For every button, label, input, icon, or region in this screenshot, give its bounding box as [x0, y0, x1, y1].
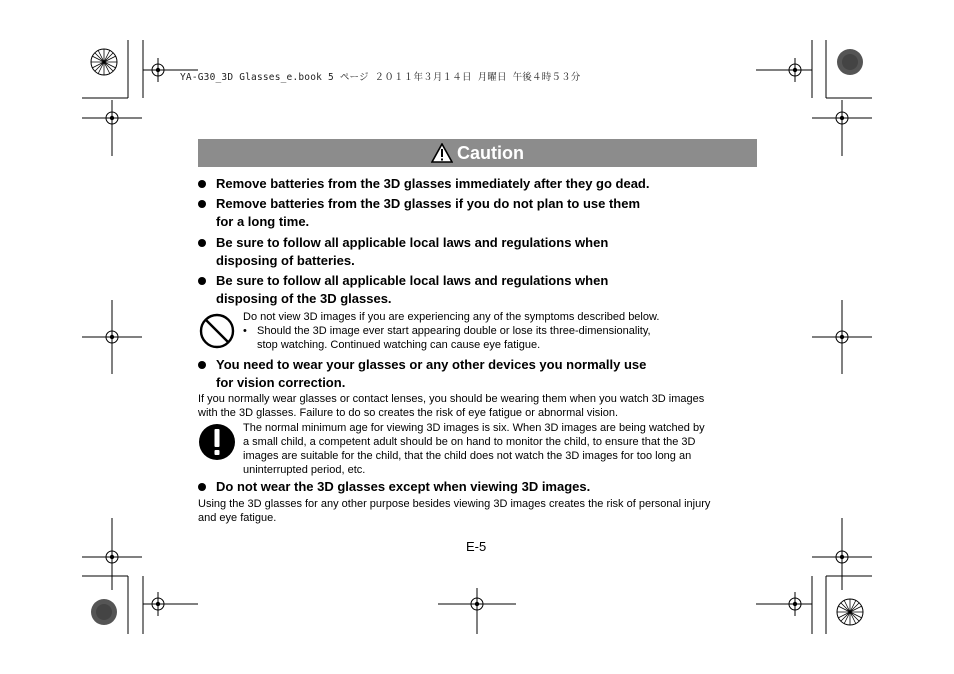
bullet-text: You need to wear your glasses or any other devices you normally use [216, 357, 647, 372]
bullet-dot [198, 200, 206, 208]
bullet-text: Do not wear the 3D glasses except when viewing 3D images. [216, 479, 591, 494]
mandatory-notice [243, 421, 757, 477]
notice-text: The normal minimum age for viewing 3D images is six. When 3D images are being watched by [243, 422, 705, 434]
warning-triangle-icon [431, 143, 453, 163]
bullet-item [198, 175, 728, 193]
bullet-item [198, 272, 728, 308]
body-paragraph [198, 392, 756, 420]
paragraph-line: Using the 3D glasses for any other purpose besides viewing 3D images creates the risk of personal injury [198, 498, 711, 510]
bullet-dot [198, 361, 206, 369]
bullet-dot [198, 277, 206, 285]
prohibition-icon [198, 312, 236, 350]
bullet-text: Remove batteries from the 3D glasses immediately after they go dead. [216, 176, 650, 191]
bullet-text: Remove batteries from the 3D glasses if you do not plan to use them [216, 196, 641, 211]
notice-text: a small child, a competent adult should be on hand to monitor the child, to ensure that the 3D [243, 436, 696, 448]
bullet-text: Be sure to follow all applicable local laws and regulations when [216, 273, 609, 288]
print-header-line: YA-G30_3D Glasses_e.book 5 ページ ２０１１年３月１４日 月曜日 午後４時５３分 [180, 72, 581, 83]
bullet-dot [198, 180, 206, 188]
bullet-dot [198, 483, 206, 491]
bullet-item [198, 478, 728, 496]
caution-title: Caution [457, 142, 524, 163]
notice-text: stop watching. Continued watching can cause eye fatigue. [257, 339, 541, 351]
sub-bullet-item [243, 324, 757, 352]
bullet-item [198, 195, 728, 231]
notice-text: uninterrupted period, etc. [243, 464, 366, 476]
caution-banner [198, 139, 757, 167]
paragraph-line: with the 3D glasses. Failure to do so creates the risk of eye fatigue or abnormal vision. [198, 407, 619, 419]
bullet-text: Be sure to follow all applicable local laws and regulations when [216, 235, 609, 250]
bullet-text: disposing of batteries. [216, 253, 355, 268]
prohibit-notice [243, 310, 757, 352]
sub-bullet-mark: • [243, 325, 247, 337]
bullet-item [198, 234, 728, 270]
notice-text: Should the 3D image ever start appearing double or lose its three-dimensionality, [257, 325, 651, 337]
notice-text: Do not view 3D images if you are experiencing any of the symptoms described below. [243, 311, 660, 323]
paragraph-line: and eye fatigue. [198, 512, 277, 524]
bullet-item [198, 356, 728, 392]
paragraph-line: If you normally wear glasses or contact lenses, you should be wearing them when you watch 3D images [198, 393, 705, 405]
notice-text: images are suitable for the child, that the child does not watch the 3D images for too long an [243, 450, 692, 462]
bullet-text: disposing of the 3D glasses. [216, 291, 392, 306]
bullet-text: for a long time. [216, 214, 310, 229]
exclamation-icon [198, 423, 236, 461]
body-paragraph [198, 497, 756, 525]
page-number: E-5 [466, 539, 487, 554]
bullet-text: for vision correction. [216, 375, 346, 390]
bullet-dot [198, 239, 206, 247]
